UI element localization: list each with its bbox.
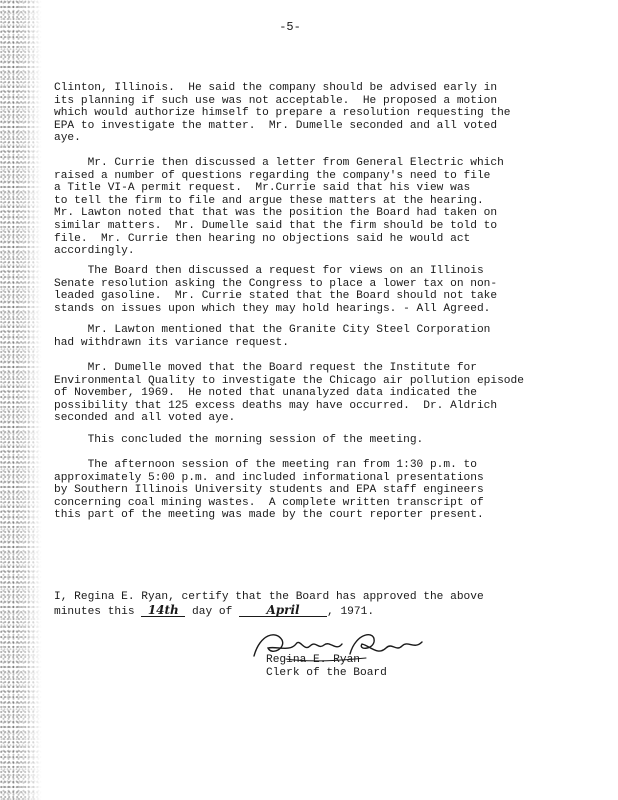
paragraph-senate-resolution: The Board then discussed a request for views on an Illinois Senate resolution asking the Congress to place a lower tax on non- leaded gasoline. Mr. Currie stated that the Board should not take stands on issues upon which they may hold hearings. - All Agreed. xyxy=(54,265,498,315)
paragraph-afternoon-session: The afternoon session of the meeting ran from 1:30 p.m. to approximately 5:00 p.m. and included informational presentations by Southern Illinois University students and EPA staff engineers concerning coal mining wastes. A complete written transcript of this part of the meeting was made by the court reporter present. xyxy=(54,459,484,522)
paragraph-clinton: Clinton, Illinois. He said the company should be advised early in its planning if such use was not acceptable. He proposed a motion which would authorize himself to prepare a resolution requesting the EPA to investigate the matter. Mr. Dumelle seconded and all voted aye. xyxy=(54,82,511,145)
paragraph-general-electric: Mr. Currie then discussed a letter from General Electric which raised a number of questions regarding the company's need to file a Title VI-A permit request. Mr.Currie said that his view was to tell the firm to file and argue these matters at the hearing. Mr. Lawton noted that that was the position the Board had taken on similar matters. Mr. Dumelle said that the firm should be told to file. Mr. Currie then hearing no objections said he would act accordingly. xyxy=(54,157,504,258)
handwritten-day: 14th xyxy=(147,603,179,617)
page-number: -5- xyxy=(279,20,301,34)
month-blank xyxy=(239,604,327,617)
handwritten-month: April xyxy=(266,603,300,617)
paragraph-morning-concluded: This concluded the morning session of the meeting. xyxy=(54,434,424,446)
paragraph-granite-city: Mr. Lawton mentioned that the Granite City Steel Corporation had withdrawn its variance request. xyxy=(54,324,491,349)
scan-edge-noise xyxy=(0,0,42,800)
certification-line-2 xyxy=(54,604,574,619)
cert-suffix: , 1971. xyxy=(327,606,375,618)
signature-title: Clerk of the Board xyxy=(266,667,387,679)
certification-line-1: I, Regina E. Ryan, certify that the Board has approved the above xyxy=(54,591,484,603)
paragraph-institute-request: Mr. Dumelle moved that the Board request the Institute for Environmental Quality to investigate the Chicago air pollution episode of November, 1969. He noted that unanalyzed data indicated the possibility that 125 excess deaths may have occurred. Dr. Aldrich seconded and all voted aye. xyxy=(54,362,524,425)
day-blank xyxy=(141,604,185,617)
cert-middle: day of xyxy=(192,606,233,618)
cert-prefix: minutes this xyxy=(54,606,135,618)
signature-name: Regina E. Ryan xyxy=(266,654,360,666)
